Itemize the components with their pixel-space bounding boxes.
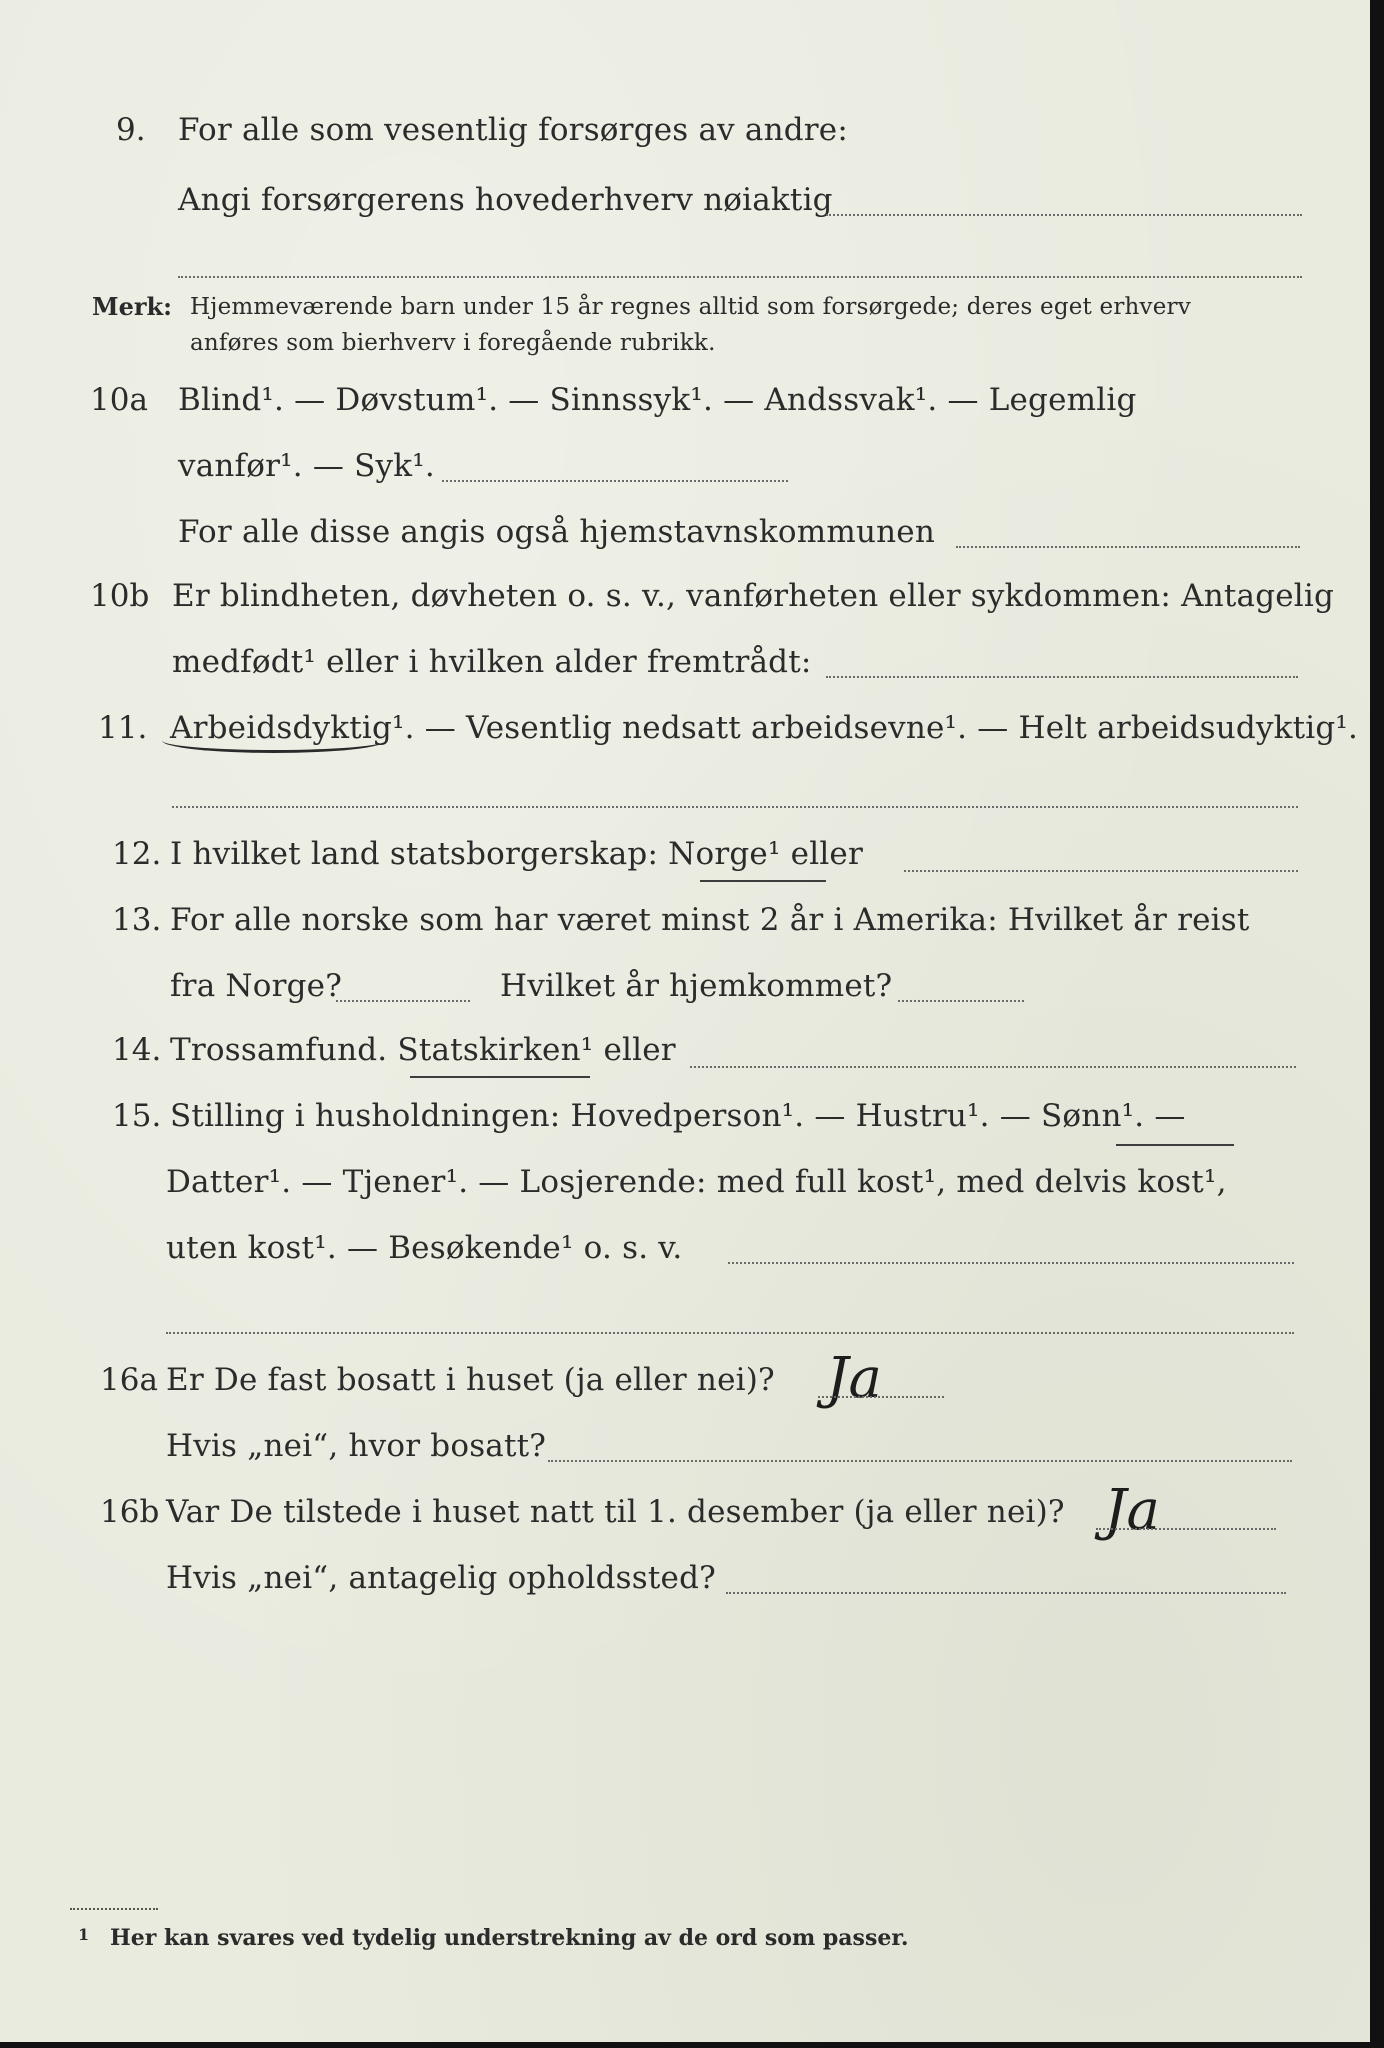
q11-underline-mark bbox=[162, 728, 386, 753]
q16b-answer-line[interactable] bbox=[1096, 1528, 1276, 1530]
q16a-handwritten-answer: Ja bbox=[826, 1346, 882, 1411]
question-number-14: 14. bbox=[112, 1032, 162, 1068]
q15-answer-line[interactable] bbox=[728, 1262, 1294, 1264]
question-number-13: 13. bbox=[112, 902, 162, 938]
q13-line2a: fra Norge? bbox=[170, 968, 343, 1004]
q10b-answer-line[interactable] bbox=[826, 676, 1298, 678]
q15-answer-line-2[interactable] bbox=[166, 1332, 1294, 1334]
q10b-line1: Er blindheten, døvheten o. s. v., vanførheten eller sykdommen: Antagelig bbox=[172, 578, 1335, 614]
q16b-handwritten-answer: Ja bbox=[1104, 1478, 1160, 1543]
q12-underline-norge bbox=[700, 880, 826, 882]
q10a-answer-line[interactable] bbox=[442, 480, 788, 482]
q12-line1: I hvilket land statsborgerskap: Norge¹ eller bbox=[170, 836, 863, 872]
q14-answer-line[interactable] bbox=[690, 1066, 1296, 1068]
q12-answer-line[interactable] bbox=[904, 870, 1298, 872]
q9-line1: For alle som vesentlig forsørges av andre: bbox=[178, 112, 848, 148]
q15-line2: Datter¹. — Tjener¹. — Losjerende: med full kost¹, med delvis kost¹, bbox=[166, 1164, 1227, 1200]
footnote-rule bbox=[70, 1908, 158, 1910]
q15-line3: uten kost¹. — Besøkende¹ o. s. v. bbox=[166, 1230, 683, 1266]
scan-border-bottom bbox=[0, 2042, 1384, 2048]
question-number-16a: 16a bbox=[100, 1362, 158, 1398]
q16b-line1: Var De tilstede i huset natt til 1. desember (ja eller nei)? bbox=[166, 1494, 1065, 1530]
question-number-9: 9. bbox=[116, 112, 146, 148]
question-number-10a: 10a bbox=[90, 382, 148, 418]
q13-line1: For alle norske som har været minst 2 år i Amerika: Hvilket år reist bbox=[170, 902, 1250, 938]
footnote-text: Her kan svares ved tydelig understrekning av de ord som passer. bbox=[110, 1925, 909, 1951]
merk-line2: anføres som bierhverv i foregående rubrikk. bbox=[190, 330, 716, 356]
q13-line2b: Hvilket år hjemkommet? bbox=[500, 968, 893, 1004]
q13-hjemkommet-line[interactable] bbox=[898, 1000, 1024, 1002]
q10b-line2: medfødt¹ eller i hvilken alder fremtrådt: bbox=[172, 644, 812, 680]
question-number-15: 15. bbox=[112, 1098, 162, 1134]
q9-answer-line-2[interactable] bbox=[178, 276, 1302, 278]
q15-underline-sonn bbox=[1116, 1144, 1234, 1146]
q16b-opholdssted-line[interactable] bbox=[726, 1592, 1286, 1594]
q10a-hjemstavn-line[interactable] bbox=[956, 546, 1300, 548]
q16a-line1: Er De fast bosatt i huset (ja eller nei)? bbox=[166, 1362, 775, 1398]
q11-line1: Arbeidsdyktig¹. — Vesentlig nedsatt arbeidsevne¹. — Helt arbeidsudyktig¹. bbox=[170, 710, 1359, 746]
merk-line1: Hjemmeværende barn under 15 år regnes alltid som forsørgede; deres eget erhverv bbox=[190, 294, 1191, 320]
q10a-line2: vanfør¹. — Syk¹. bbox=[178, 448, 435, 484]
q11-answer-line[interactable] bbox=[172, 806, 1298, 808]
merk-label: Merk: bbox=[92, 292, 172, 321]
scan-border-right bbox=[1370, 0, 1384, 2048]
q13-reist-line[interactable] bbox=[336, 1000, 470, 1002]
q9-line2: Angi forsørgerens hovederhverv nøiaktig bbox=[178, 182, 833, 218]
q10a-line3: For alle disse angis også hjemstavnskommunen bbox=[178, 514, 935, 550]
footnote-mark: 1 bbox=[78, 1925, 90, 1944]
q16a-bosatt-line[interactable] bbox=[548, 1460, 1292, 1462]
q16a-line2: Hvis „nei“, hvor bosatt? bbox=[166, 1428, 547, 1464]
question-number-12: 12. bbox=[112, 836, 162, 872]
q14-line1: Trossamfund. Statskirken¹ eller bbox=[170, 1032, 676, 1068]
q16a-answer-line[interactable] bbox=[818, 1396, 944, 1398]
question-number-11: 11. bbox=[98, 710, 148, 746]
q9-answer-line[interactable] bbox=[826, 214, 1302, 216]
q10a-line1: Blind¹. — Døvstum¹. — Sinnssyk¹. — Andssvak¹. — Legemlig bbox=[178, 382, 1137, 418]
question-number-16b: 16b bbox=[100, 1494, 160, 1530]
q14-underline-statskirken bbox=[410, 1076, 590, 1078]
q16b-line2: Hvis „nei“, antagelig opholdssted? bbox=[166, 1560, 716, 1596]
question-number-10b: 10b bbox=[90, 578, 150, 614]
q15-line1: Stilling i husholdningen: Hovedperson¹. — Hustru¹. — Sønn¹. — bbox=[170, 1098, 1186, 1134]
